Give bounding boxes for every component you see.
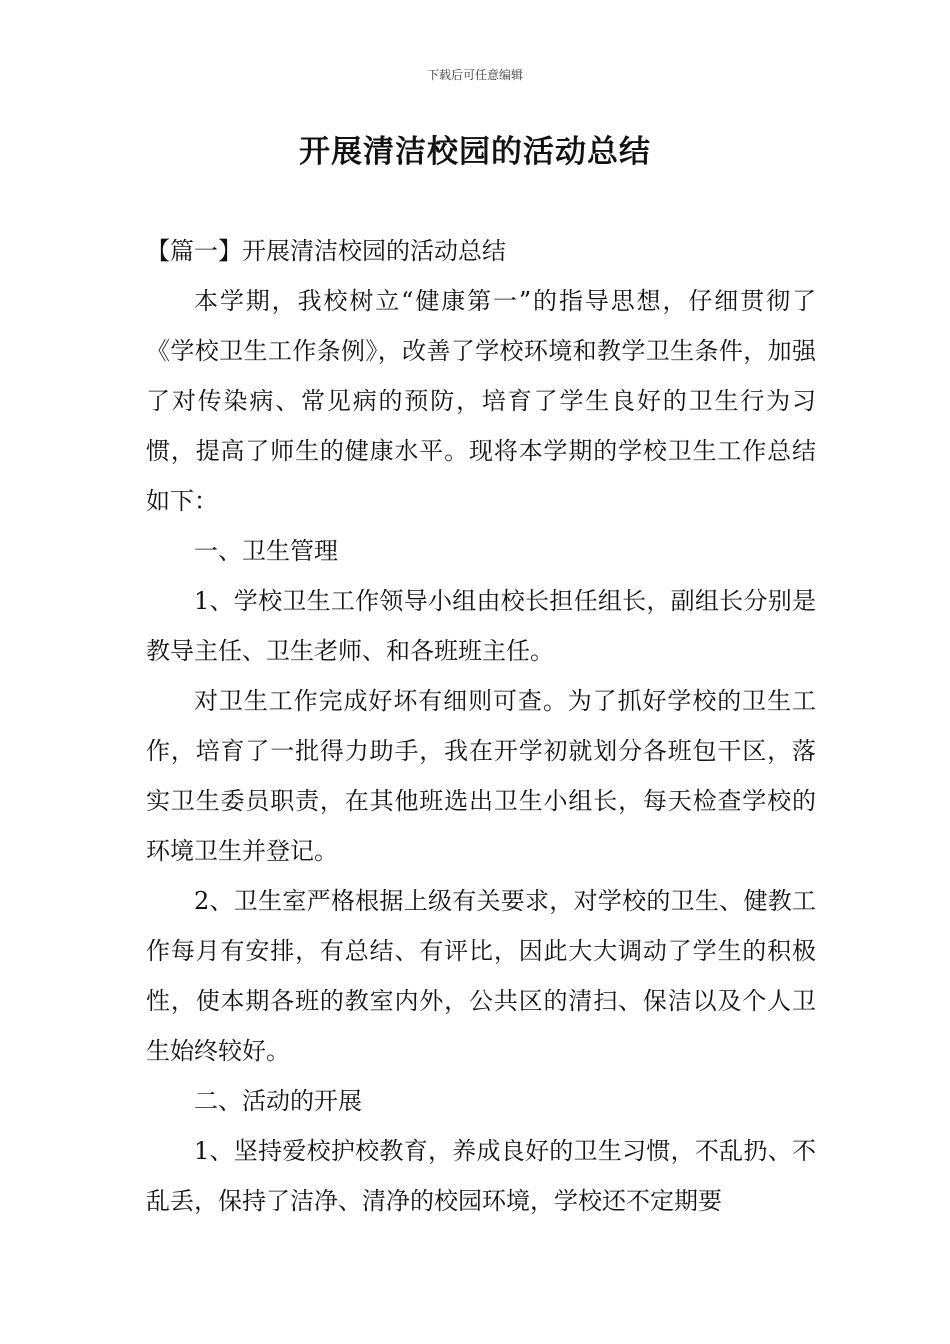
paragraph-inspection: 对卫生工作完成好坏有细则可查。为了抓好学校的卫生工作，培育了一批得力助手，我在开学初就划分各班包干区，落实卫生委员职责，在其他班选出卫生小组长，每天检查学校的环境卫生并登记。 bbox=[146, 687, 816, 865]
paragraph-item-1: 1、学校卫生工作领导小组由校长担任组长，副组长分别是教导主任、卫生老师、和各班班主任。 bbox=[146, 587, 816, 665]
section-heading: 【篇一】开展清洁校园的活动总结 bbox=[146, 237, 506, 265]
paragraph-activities-item-1: 1、坚持爱校护校教育，养成良好的卫生习惯，不乱扔、不乱丢，保持了洁净、清净的校园环境，学校还不定期要 bbox=[146, 1137, 816, 1215]
document-body bbox=[146, 226, 816, 1226]
document-title: 开展清洁校园的活动总结 bbox=[299, 134, 651, 170]
subheading-activities: 二、活动的开展 bbox=[194, 1087, 362, 1115]
paragraph-item-2: 2、卫生室严格根据上级有关要求，对学校的卫生、健教工作每月有安排，有总结、有评比，因此大大调动了学生的积极性，使本期各班的教室内外，公共区的清扫、保洁以及个人卫生始终较好。 bbox=[146, 887, 816, 1065]
paragraph-intro: 本学期，我校树立“健康第一”的指导思想，仔细贯彻了《学校卫生工作条例》，改善了学校环境和教学卫生条件，加强了对传染病、常见病的预防，培育了学生良好的卫生行为习惯，提高了师生的健康水平。现将本学期的学校卫生工作总结如下： bbox=[146, 287, 816, 515]
subheading-hygiene-management: 一、卫生管理 bbox=[194, 537, 338, 565]
header-note: 下载后可任意编辑 bbox=[426, 68, 523, 82]
